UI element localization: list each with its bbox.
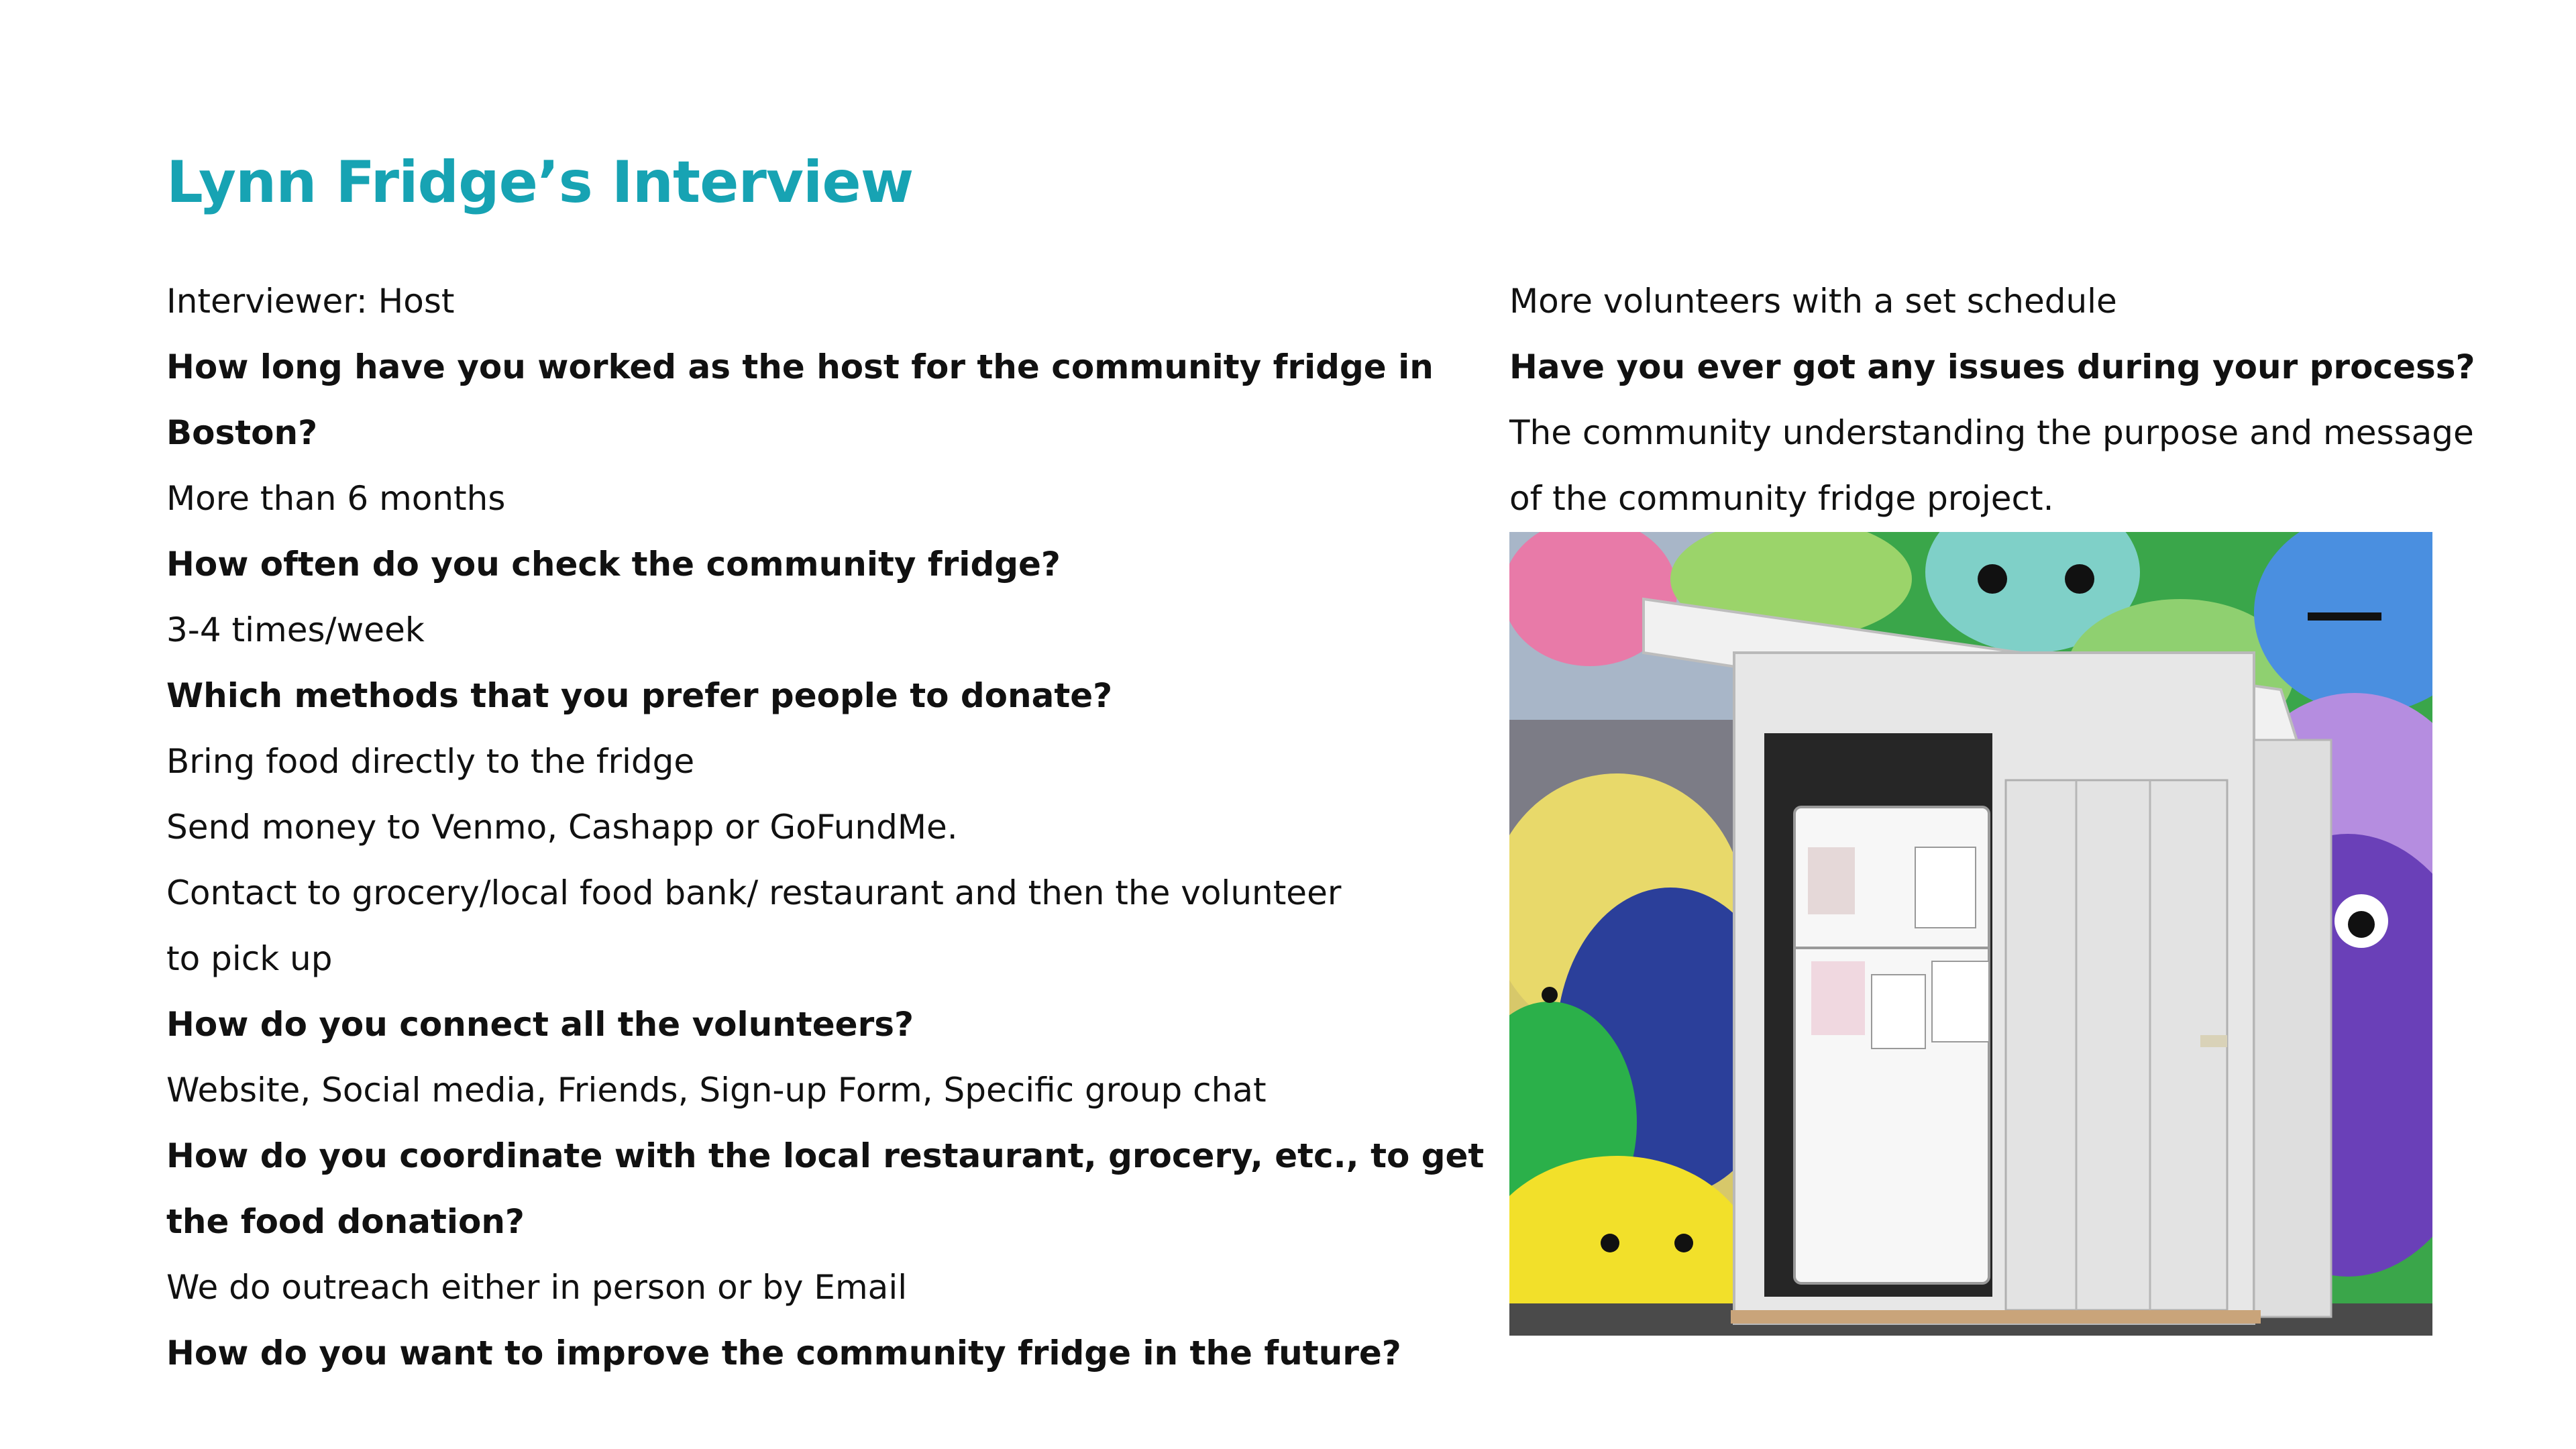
- answer-issues-line1: The community understanding the purpose and message: [1509, 413, 2474, 452]
- answer-donation-1: Bring food directly to the fridge: [166, 742, 695, 781]
- question-coordinate-line2: the food donation?: [166, 1202, 525, 1241]
- answer-duration: More than 6 months: [166, 479, 506, 518]
- answer-coordinate: We do outreach either in person or by Email: [166, 1268, 908, 1307]
- question-duration-line1: How long have you worked as the host for the community fridge in: [166, 347, 1434, 386]
- answer-donation-3-line2: to pick up: [166, 939, 333, 978]
- question-improve: How do you want to improve the community fridge in the future?: [166, 1334, 1401, 1373]
- answer-donation-2: Send money to Venmo, Cashapp or GoFundMe.: [166, 808, 958, 847]
- slide-title: Lynn Fridge’s Interview: [166, 149, 914, 216]
- question-donation-methods: Which methods that you prefer people to donate?: [166, 676, 1113, 715]
- question-issues: Have you ever got any issues during your process?: [1509, 347, 2475, 386]
- question-coordinate-line1: How do you coordinate with the local restaurant, grocery, etc., to get: [166, 1136, 1485, 1175]
- question-frequency: How often do you check the community fridge?: [166, 545, 1061, 584]
- left-text-column: [166, 268, 1485, 1386]
- answer-volunteers: Website, Social media, Friends, Sign-up Form, Specific group chat: [166, 1071, 1267, 1110]
- answer-issues-line2: of the community fridge project.: [1509, 479, 2054, 518]
- question-duration-line2: Boston?: [166, 413, 318, 452]
- community-fridge-photo: [1509, 532, 2432, 1336]
- answer-frequency: 3-4 times/week: [166, 610, 425, 649]
- question-volunteers: How do you connect all the volunteers?: [166, 1005, 914, 1044]
- right-text-column: [1509, 268, 2482, 531]
- answer-improve: More volunteers with a set schedule: [1509, 282, 2117, 321]
- interviewer-line: Interviewer: Host: [166, 282, 455, 321]
- answer-donation-3-line1: Contact to grocery/local food bank/ restaurant and then the volunteer: [166, 873, 1342, 912]
